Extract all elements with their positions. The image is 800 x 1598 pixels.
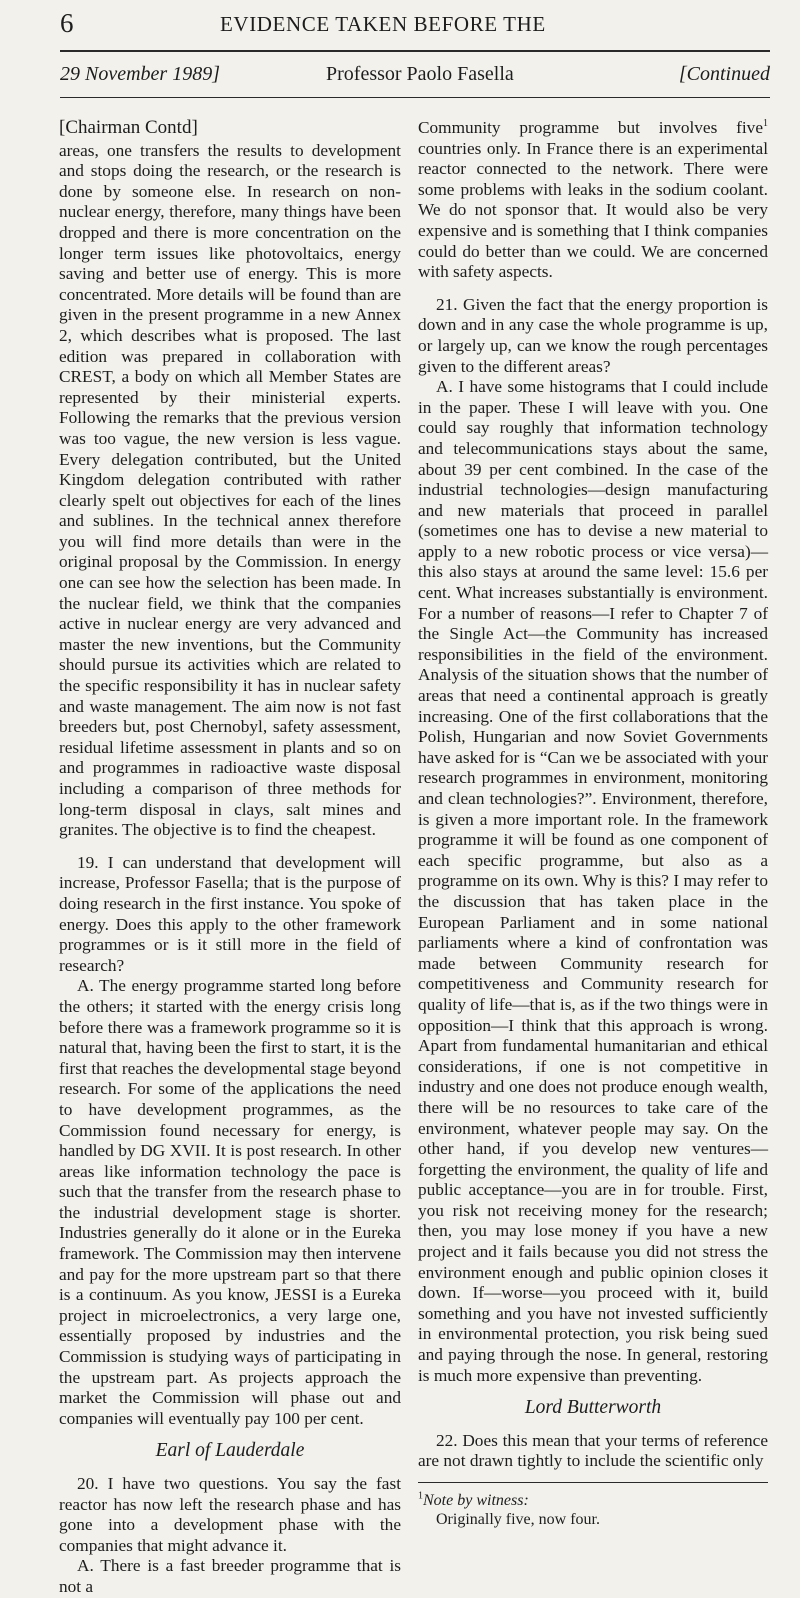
session-rule [60,97,770,98]
running-title: EVIDENCE TAKEN BEFORE THE [220,12,546,36]
question-21: 21. Given the fact that the energy proportion is down and in any case the whole programme is up, or largely up, can we know the rough percentages given to the different areas? [418,294,768,376]
session-header [60,63,770,93]
left-column [59,118,401,1598]
answer-20-start: A. There is a fast breeder programme that is not a [59,1556,401,1596]
footnote-text: Originally five, now four. [436,1511,600,1528]
speaker-heading: Lord Butterworth [524,1397,662,1419]
question-20: 20. I have two questions. You say the fast reactor has now left the research phase and has gone into a development phase with the companies that might advance it. [59,1474,401,1555]
footnote-ref: 1 [763,118,768,130]
footnote-marker: 1 [418,1490,423,1502]
footnote-rule [418,1482,768,1483]
answer-19: A. The energy programme started long before the others; it started with the energy crisis long before there was a framework programme so it is natural that, having been the first to start, it is the first that reaches the developmental stage beyond research. For some of the applications the need to have development programmes, as the Commission found necessary for energy, is handled by DG XVII. It is post research. In other areas like information technology the pace is such that the transfer from the research phase to the industrial development stage is shorter. Industries generally do it alone or in the Eureka framework. The Commission may then intervene and pay for the more upstream part so that there is a continuum. As you know, JESSI is a Eureka project in microelectronics, a very large one, essentially proposed by industries and the Commission is studying ways of participating in the upstream part. As projects approach the market the Commission will phase out and companies will eventually pay 100 per cent. [59,976,401,1428]
footnote [418,1491,768,1529]
page-header [60,8,770,48]
header-rule [60,50,770,52]
footnote-label: Note by witness: [423,1492,529,1509]
paragraph: areas, one transfers the results to development and stops doing the research, or the research is done by someone else. In research on non-nuclear energy, therefore, many things have been dropped and there is more concentration on the longer term issues like photovoltaics, energy saving and better use of energy. This is more concentrated. More details will be found than are given in the present programme in a new Annex 2, which describes what is proposed. The last edition was prepared in collaboration with CREST, a body on which all Member States are represented by their ministerial experts. Following the remarks that the previous version was too vague, the new version is less vague. Every delegation contributed, but the United Kingdom delegation contributed with rather clearly spelt out objectives for each of the lines and sublines. In the technical annex therefore you will find more details than were in the original proposal by the Commission. In energy one can see how the selection has been made. In the nuclear field, we think that the companies active in nuclear energy are very advanced and master the new inventions, but the Community should pursue its activities which are related to the specific responsibility it has in nuclear safety and waste management. The aim now is not fast breeders but, post Chernobyl, safety assessment, residual lifetime assessment in plants and so on and programmes in radioactive waste disposal including a comparison of three methods for long-term disposal in clays, salt mines and granites. The objective is to find the cheapest. [59,140,401,840]
answer-21: A. I have some histograms that I could include in the paper. These I will leave with you. One could say roughly that information technology and telecommunications stays about the same, about 39 per cent combined. In the case of the industrial technologies—design manufacturing and new materials that proceed in parallel (sometimes one has to devise a new material to apply to a new robotic process or vice versa)—this also stays at around the same level: 15.6 per cent. What increases substantially is environment. For a number of reasons—I refer to Chapter 7 of the Single Act—the Community has increased responsibilities in the field of the environment. Analysis of the situation shows that the number of areas that need a continental approach is greatly increasing. One of the first collaborations that the Polish, Hungarian and now Soviet Governments have asked for is “Can we be associated with your research programmes in environment, monitoring and clean technologies?”. Environment, therefore, is given a more important role. In the framework programme it will be found as one component of each specific programme, but also as a programme on its own. Why is this? I may refer to the discussion that has taken place in the European Parliament and in some national parliaments where a kind of confrontation was made between Community research for competitiveness and Community research for quality of life—that is, as if the two things were in opposition—I think that this approach is wrong. Apart from fundamental humanitarian and ethical considerations, if one is not competitive in industry and one does not produce enough wealth, there will be no resources to take care of the environment, whatever people may say. On the other hand, if you develop new ventures—forgetting the environment, the quality of life and public acceptance—you are in for trouble. First, you risk not receiving money for the research; then, you may lose money if you have a new project and it fails because you did not stress the environment enough and public opinion closes it down. If—worse—you proceed with it, build something and you have not invested sufficiently in environmental protection, you risk being sued and paying through the nose. In general, restoring is much more expensive than preventing. [418,377,768,1385]
witness-name: Professor Paolo Fasella [326,63,514,85]
chairman-label: [Chairman Contd] [59,117,198,138]
right-column [418,118,768,1529]
page-number: 6 [60,8,74,38]
session-date: 29 November 1989] [60,63,220,85]
answer-20-text-rest: countries only. In France there is an experimental reactor connected to the network. There were some problems with leaks in the sodium coolant. We do not sponsor that. It would also be very expensive and is something that I think companies could do better than we could. We are concerned with safety aspects. [418,138,768,282]
speaker-heading: Earl of Lauderdale [155,1440,305,1462]
answer-20-continued [418,118,768,283]
continued-label: [Continued [678,63,770,85]
question-22: 22. Does this mean that your terms of reference are not drawn tightly to include the scientific only [418,1430,768,1471]
answer-20-text: Community programme but involves five [418,118,763,137]
question-19: 19. I can understand that development will increase, Professor Fasella; that is the purpose of doing research in the first instance. You spoke of energy. Does this apply to the other framework programmes or is it still more in the field of research? [59,852,401,975]
